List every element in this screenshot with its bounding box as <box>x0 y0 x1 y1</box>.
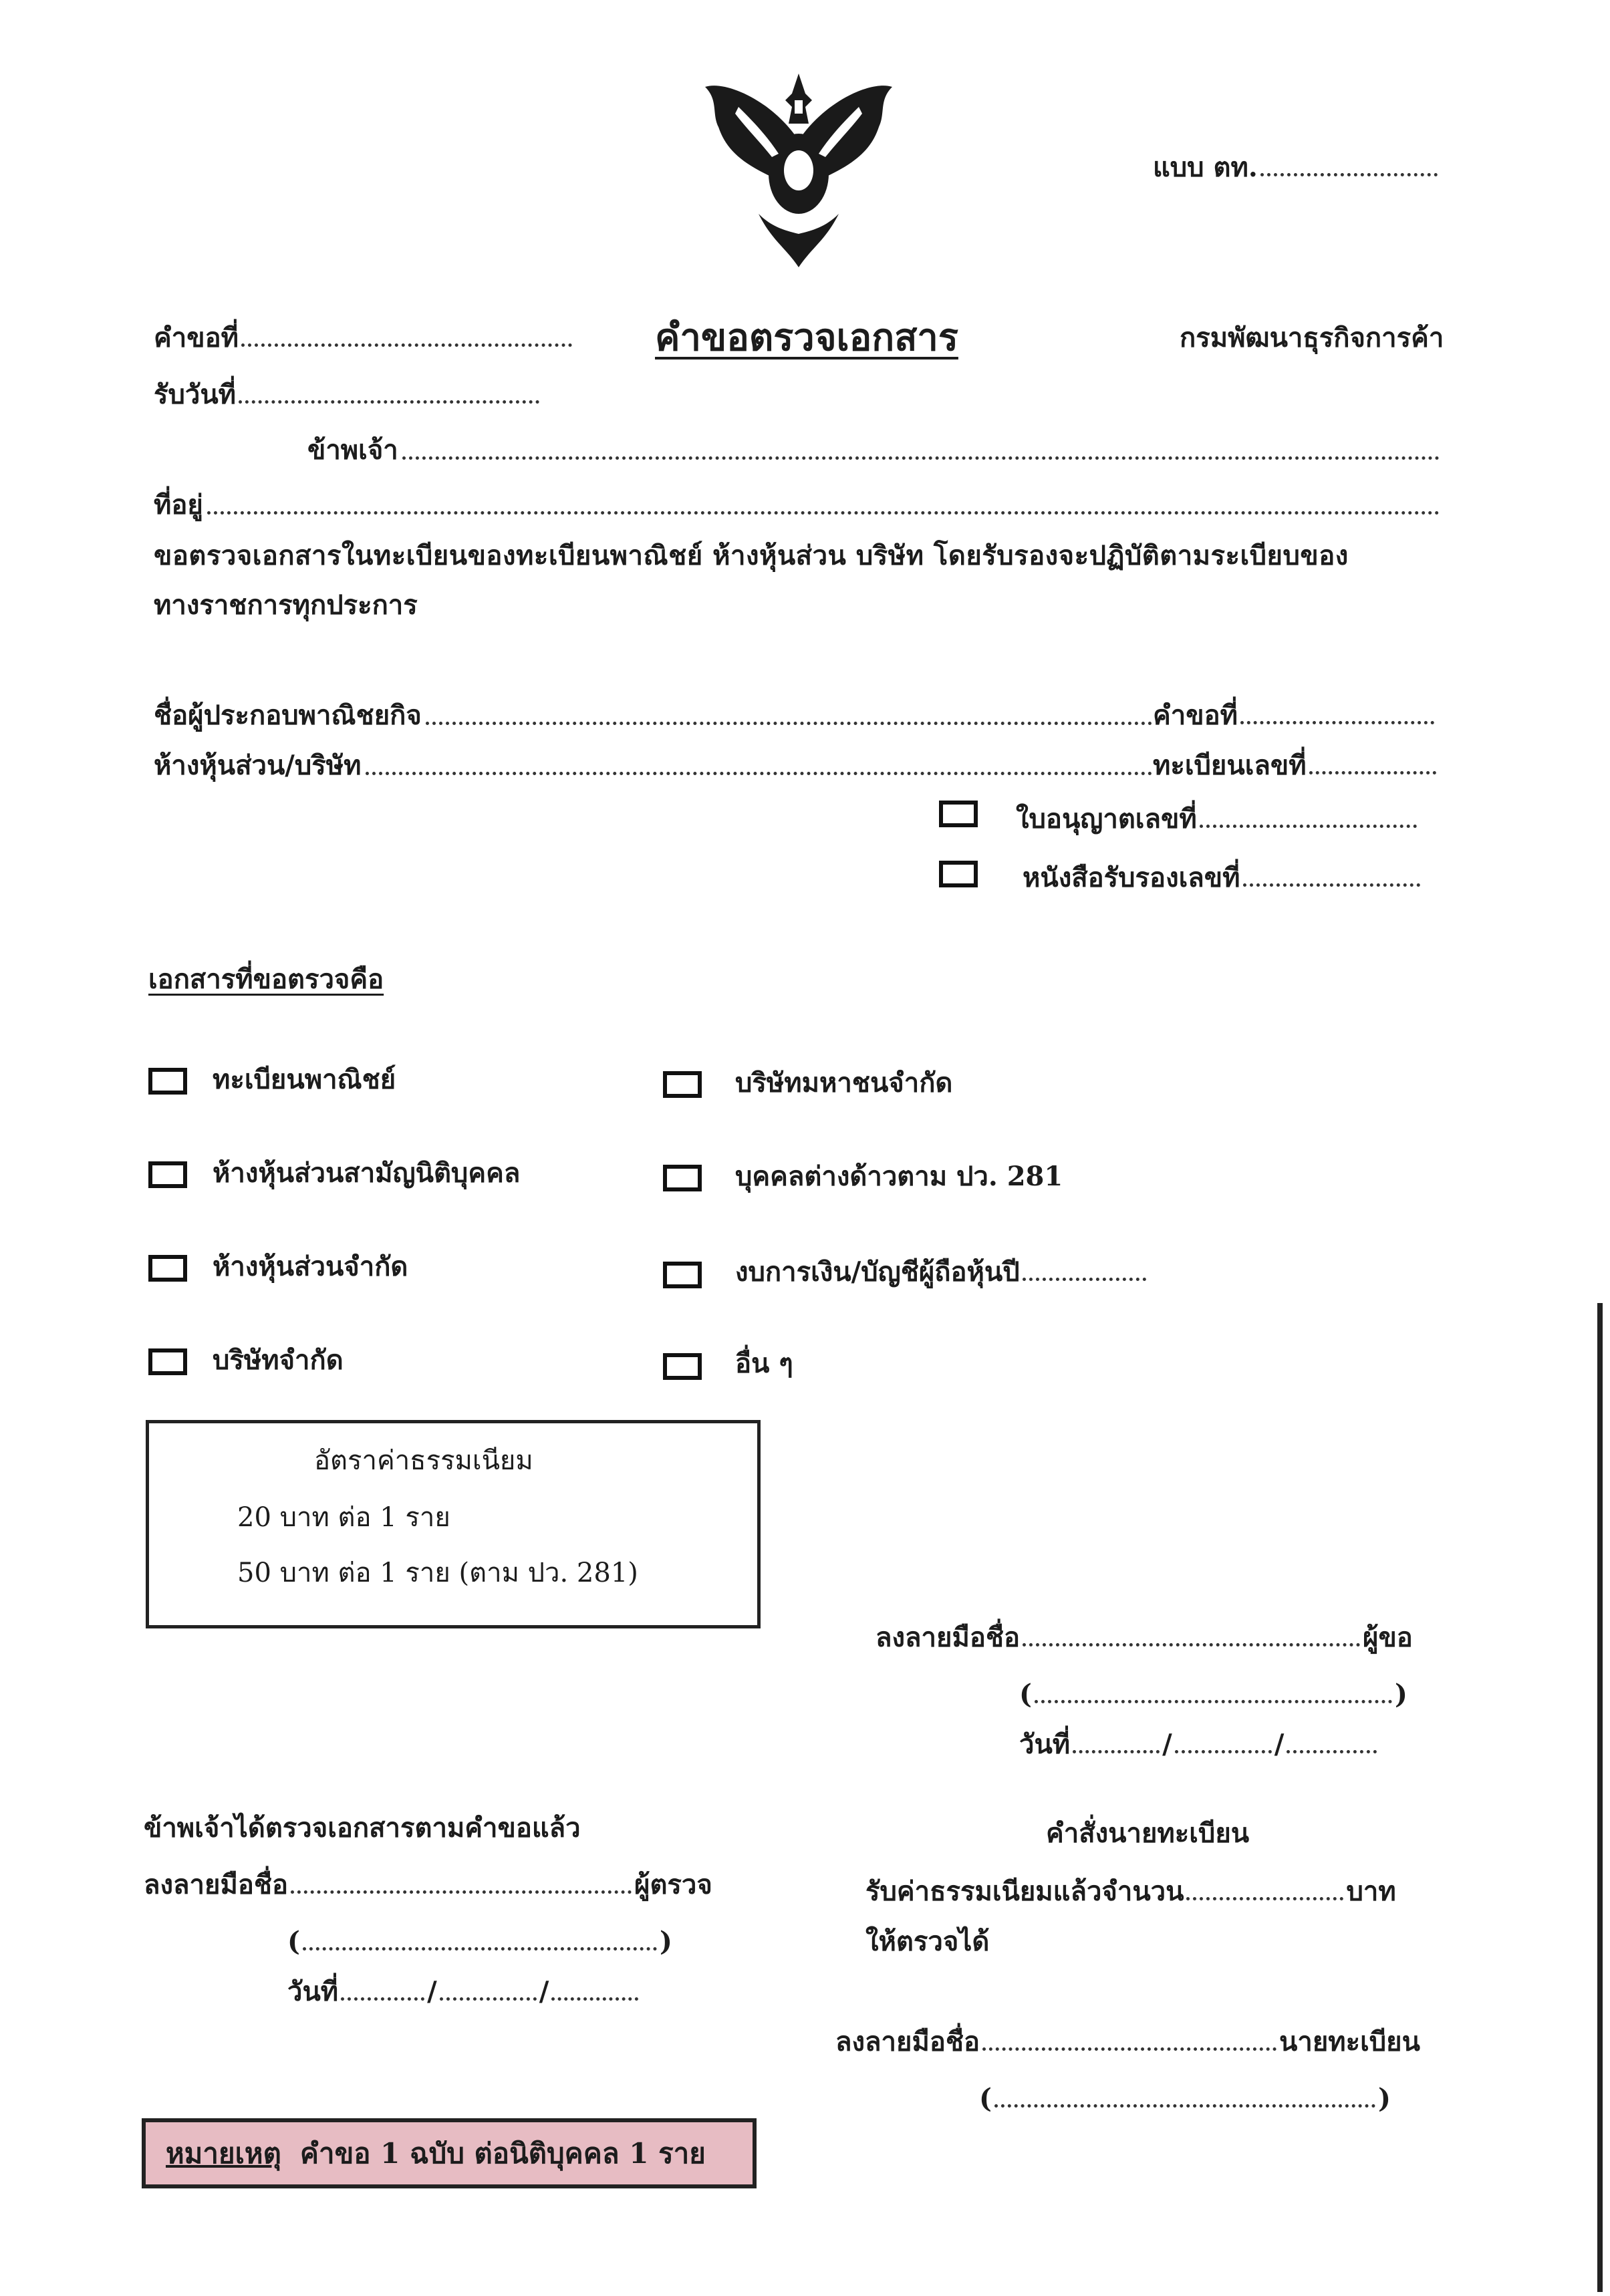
fee-line-1: 20 บาท ต่อ 1 ราย <box>237 1502 450 1533</box>
doc-label-other: อื่น ๆ <box>735 1348 793 1379</box>
fee-received-label: รับค่าธรรมเนียมแล้วจำนวน <box>865 1876 1184 1907</box>
open-paren: ( <box>287 1926 300 1957</box>
form-code <box>1153 150 1440 185</box>
fee-heading: อัตราค่าธรรมเนียม <box>314 1445 533 1476</box>
applicant-name-label: ข้าพเจ้า <box>307 434 398 466</box>
doc-checkbox-financial-statements[interactable] <box>663 1262 702 1288</box>
garuda-emblem-icon <box>698 60 899 281</box>
close-paren: ) <box>659 1926 672 1957</box>
registration-no-field[interactable] <box>1153 748 1439 783</box>
footer-note <box>142 2118 757 2188</box>
doc-checkbox-ordinary-partnership[interactable] <box>148 1161 187 1188</box>
fee-received-field[interactable] <box>865 1874 1396 1909</box>
doc-checkbox-other[interactable] <box>663 1353 702 1380</box>
form-code-label: แบบ ตท. <box>1153 152 1258 183</box>
inspector-sign-label: ลงลายมือชื่อ <box>144 1869 289 1900</box>
applicant-date-label: วันที่ <box>1019 1729 1071 1760</box>
currency-label: บาท <box>1346 1876 1396 1907</box>
footer-note-label: หมายเหตุ <box>166 2136 281 2170</box>
applicant-sign-label: ลงลายมือชื่อ <box>876 1622 1021 1653</box>
fee-line-2: 50 บาท ต่อ 1 ราย (ตาม ปว. 281) <box>237 1558 638 1588</box>
certificate-checkbox[interactable] <box>939 861 978 887</box>
scan-edge-divider <box>1597 1303 1603 2292</box>
doc-checkbox-limited-partnership[interactable] <box>148 1255 187 1282</box>
inspector-role: ผู้ตรวจ <box>634 1869 712 1900</box>
open-paren: ( <box>979 2083 992 2114</box>
merchant-name-field[interactable] <box>154 698 1156 733</box>
page-title: คำขอตรวจเอกสาร <box>655 315 958 360</box>
doc-label-public-company: บริษัทมหาชนจำกัด <box>735 1067 953 1099</box>
license-checkbox[interactable] <box>939 801 978 827</box>
license-no-label: ใบอนุญาตเลขที่ <box>1016 803 1197 835</box>
registrar-sign-label: ลงลายมือชื่อ <box>835 2026 980 2057</box>
doc-checkbox-public-company[interactable] <box>663 1071 702 1098</box>
doc-label-foreigner: บุคคลต่างด้าวตาม ปว. 281 <box>735 1161 1063 1192</box>
close-paren: ) <box>1377 2083 1391 2114</box>
inspector-statement: ข้าพเจ้าได้ตรวจเอกสารตามคำขอแล้ว <box>144 1812 581 1844</box>
received-date-label: รับวันที่ <box>154 379 237 410</box>
inspector-date-label: วันที่ <box>287 1976 339 2007</box>
address-field[interactable] <box>154 488 1444 523</box>
partnership-field[interactable] <box>154 748 1156 783</box>
statement-line-2: ทางราชการทุกประการ <box>154 589 418 621</box>
registrar-role: นายทะเบียน <box>1279 2026 1420 2057</box>
doc-checkbox-commercial-registration[interactable] <box>148 1068 187 1095</box>
doc-label-ordinary-partnership: ห้างหุ้นส่วนสามัญนิติบุคคล <box>213 1157 521 1189</box>
inspector-name-paren[interactable] <box>287 1924 672 1959</box>
certificate-no-field[interactable] <box>1023 861 1423 895</box>
date-slash: / <box>427 1976 437 2007</box>
inspector-signature-field[interactable] <box>144 1868 712 1902</box>
request-no-field[interactable] <box>154 321 575 355</box>
applicant-name-paren[interactable] <box>1019 1677 1407 1712</box>
registrar-signature-field[interactable] <box>835 2025 1420 2059</box>
received-date-field[interactable] <box>154 378 542 412</box>
documents-heading: เอกสารที่ขอตรวจคือ <box>148 964 384 995</box>
doc-label-financial-statements <box>735 1255 1149 1290</box>
business-request-no-field[interactable] <box>1153 698 1437 733</box>
footer-note-text: คำขอ 1 ฉบับ ต่อนิติบุคคล 1 ราย <box>299 2136 706 2170</box>
applicant-role: ผู้ขอ <box>1363 1622 1413 1653</box>
statement-line-1: ขอตรวจเอกสารในทะเบียนของทะเบียนพาณิชย์ ห้างหุ้นส่วน บริษัท โดยรับรองจะปฏิบัติตามระเบียบของ <box>154 540 1349 571</box>
doc-checkbox-limited-company[interactable] <box>148 1348 187 1375</box>
date-slash: / <box>539 1976 549 2007</box>
doc-checkbox-foreigner[interactable] <box>663 1165 702 1191</box>
department-name: กรมพัฒนาธุรกิจการค้า <box>1180 322 1444 353</box>
close-paren: ) <box>1394 1679 1407 1710</box>
open-paren: ( <box>1019 1679 1032 1710</box>
partnership-label: ห้างหุ้นส่วน/บริษัท <box>154 750 362 781</box>
applicant-date-field[interactable] <box>1019 1727 1379 1762</box>
doc-label-limited-company: บริษัทจำกัด <box>213 1344 344 1376</box>
merchant-name-label: ชื่อผู้ประกอบพาณิชยกิจ <box>154 700 422 731</box>
applicant-signature-field[interactable] <box>876 1620 1413 1655</box>
address-label: ที่อยู่ <box>154 489 203 521</box>
doc-label-limited-partnership: ห้างหุ้นส่วนจำกัด <box>213 1251 408 1282</box>
date-slash: / <box>1274 1729 1285 1760</box>
certificate-no-label: หนังสือรับรองเลขที่ <box>1023 862 1240 893</box>
date-slash: / <box>1162 1729 1172 1760</box>
license-no-field[interactable] <box>1016 802 1420 837</box>
registrar-name-paren[interactable] <box>979 2082 1391 2116</box>
business-request-no-label: คำขอที่ <box>1153 700 1238 731</box>
financial-statements-text: งบการเงิน/บัญชีผู้ถือหุ้นปี <box>735 1256 1020 1288</box>
registration-no-label: ทะเบียนเลขที่ <box>1153 750 1307 781</box>
doc-label-commercial-registration: ทะเบียนพาณิชย์ <box>213 1064 396 1095</box>
registrar-heading: คำสั่งนายทะเบียน <box>1046 1818 1250 1849</box>
inspector-date-field[interactable] <box>287 1975 641 2009</box>
permit-text: ให้ตรวจได้ <box>865 1926 990 1957</box>
request-no-label: คำขอที่ <box>154 322 239 353</box>
applicant-name-field[interactable] <box>307 433 1444 468</box>
